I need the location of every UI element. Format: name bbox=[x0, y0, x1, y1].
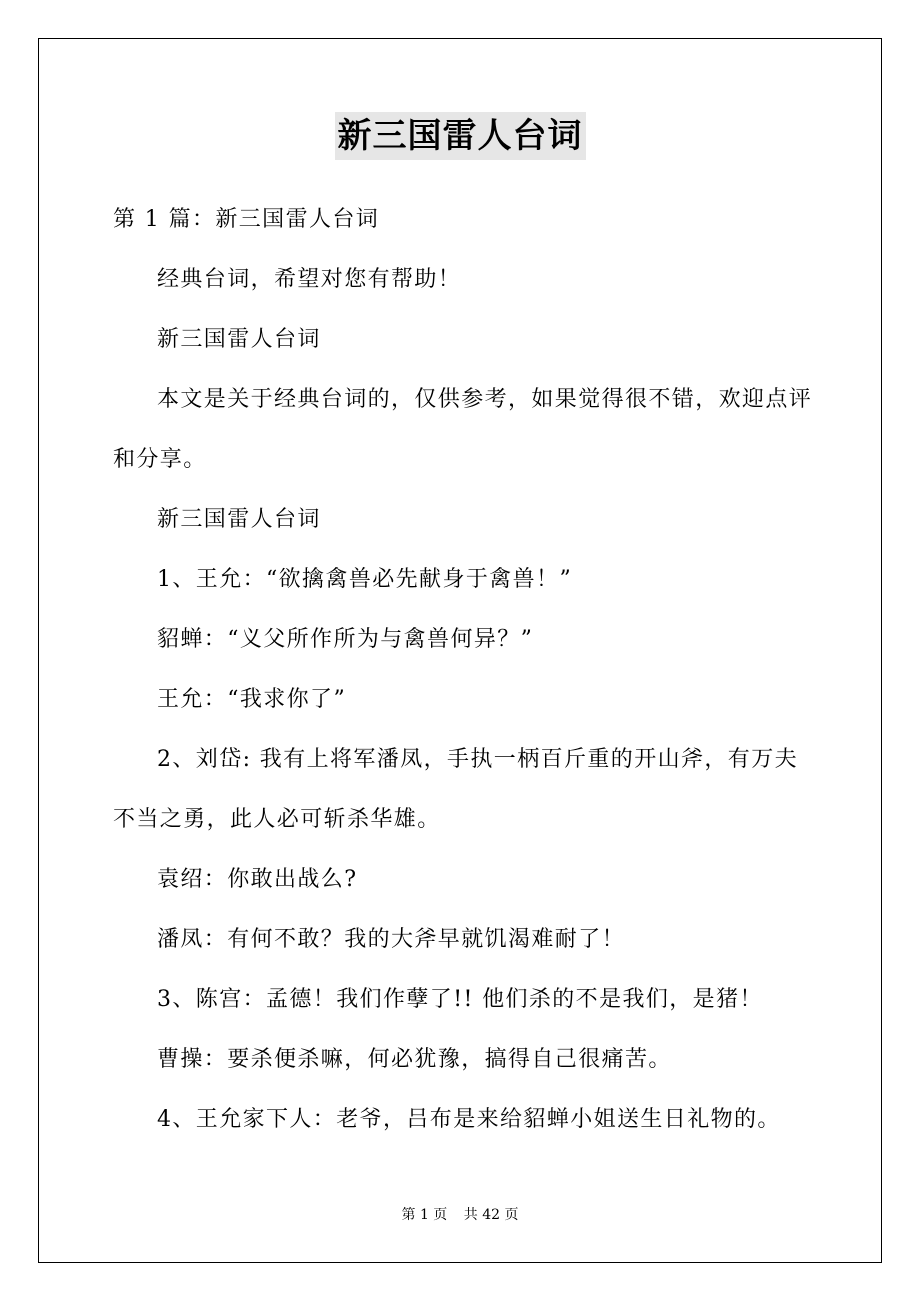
document-body bbox=[113, 190, 813, 1150]
paragraph: 经典台词，希望对您有帮助！ bbox=[157, 267, 462, 292]
paragraph-heading: 第 1 篇：新三国雷人台词 bbox=[113, 207, 380, 232]
paragraph: 2、刘岱: 我有上将军潘凤，手执一柄百斤重的开山斧，有万夫不当之勇，此人必可斩杀华雄。 bbox=[113, 747, 799, 832]
paragraph: 1、王允：“欲擒禽兽必先献身于禽兽！” bbox=[157, 567, 573, 592]
paragraph: 新三国雷人台词 bbox=[157, 327, 321, 352]
paragraph: 貂蝉：“义父所作所为与禽兽何异？” bbox=[157, 627, 534, 652]
document-title: 新三国雷人台词 bbox=[335, 112, 586, 160]
paragraph: 本文是关于经典台词的，仅供参考，如果觉得很不错，欢迎点评和分享。 bbox=[113, 387, 813, 472]
paragraph: 曹操：要杀便杀嘛，何必犹豫，搞得自己很痛苦。 bbox=[157, 1047, 672, 1072]
paragraph: 4、王允家下人：老爷，吕布是来给貂蝉小姐送生日礼物的。 bbox=[157, 1107, 781, 1132]
title-area bbox=[0, 112, 920, 160]
paragraph: 袁绍：你敢出战么? bbox=[157, 867, 358, 892]
paragraph: 王允：“我求你了” bbox=[157, 687, 347, 712]
paragraph: 新三国雷人台词 bbox=[157, 507, 321, 532]
page-footer bbox=[0, 1205, 920, 1225]
page-total: 共 42 页 bbox=[463, 1207, 519, 1223]
page-number: 第 1 页 bbox=[401, 1207, 448, 1223]
paragraph: 3、陈宫：孟德！我们作孽了!! 他们杀的不是我们，是猪！ bbox=[157, 987, 763, 1012]
paragraph: 潘凤：有何不敢？我的大斧早就饥渴难耐了！ bbox=[157, 927, 626, 952]
